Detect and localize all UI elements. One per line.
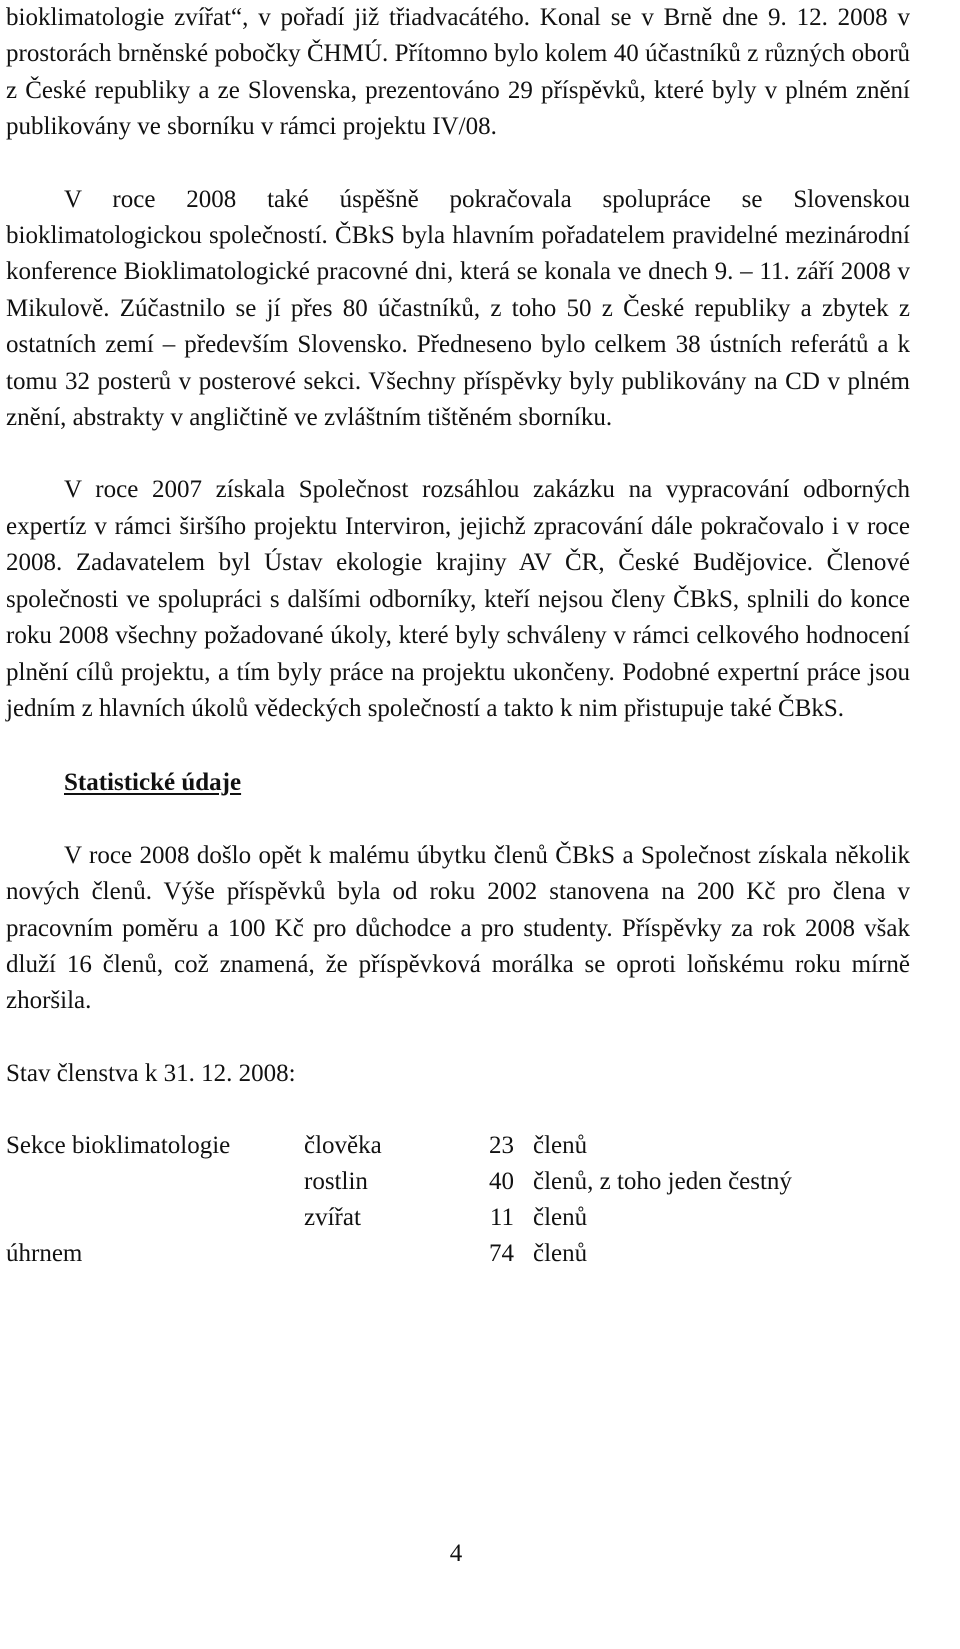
membership-subsection-label: rostlin (304, 1168, 368, 1196)
section-heading: Statistické údaje (64, 769, 242, 797)
paragraph-gap (6, 802, 910, 838)
paragraph-gap (6, 727, 910, 765)
paragraph-interviron-project: V roce 2007 získala Společnost rozsáhlou zakázku na vypracování odborných expertíz v rámci širšího projektu Interviron, jejichž zpracování dále pokračovalo i v roce 2008. Zadavatelem byl Ústav ekologie krajiny AV ČR, České Budějovice. Členové společnosti ve spolupráci s dalšími odborníky, kteří nejsou členy ČBkS, splnili do konce roku 2008 všechny požadované úkoly, které byly schváleny v rámci celkového hodnocení plnění cílů projektu, a tím byly práce na projektu ukončeny. Podobné expertní práce jsou jedním z hlavních úkolů vědeckých společností a takto k nim přistupuje také ČBkS. (6, 476, 910, 722)
membership-unit: členů (533, 1132, 588, 1160)
membership-row-animals (6, 1200, 910, 1236)
membership-count: 74 (489, 1240, 514, 1268)
membership-subsection-label: zvířat (304, 1204, 361, 1232)
membership-subsection-label: člověka (304, 1132, 382, 1160)
paragraph-conference-brno: bioklimatologie zvířat“, v pořadí již třiadvacátého. Konal se v Brně dne 9. 12. 2008 v prostorách brněnské pobočky ČHMÚ. Přítomno bylo kolem 40 účastníků z různých oborů z České republiky a ze Slovenska, prezentováno 29 příspěvků, které byly v plném znění publikovány ve sborníku v rámci projektu IV/08. (6, 4, 910, 141)
paragraph-slovak-cooperation: V roce 2008 také úspěšně pokračovala spolupráce se Slovenskou bioklimatologickou společností. ČBkS byla hlavním pořadatelem pravidelné mezinárodní konference Bioklimatologické pracovné dni, která se konala ve dnech 9. – 11. září 2008 v Mikulově. Zúčastnilo se jí přes 80 účastníků, z toho 50 z České republiky a zbytek z ostatních zemí – především Slovensko. Předneseno bylo celkem 38 ústních referátů a k tomu 32 posterů v posterové sekci. Všechny příspěvky byly publikovány na CD v plném znění, abstrakty v angličtině ve zvláštním tištěném sborníku. (6, 185, 910, 432)
document-page (6, 0, 910, 1276)
paragraph-gap (6, 436, 910, 472)
membership-count: 11 (489, 1204, 514, 1232)
membership-table (6, 1128, 910, 1276)
membership-count: 40 (489, 1168, 514, 1196)
membership-unit: členů, z toho jeden čestný (533, 1168, 792, 1196)
membership-section-label: Sekce bioklimatologie (6, 1132, 231, 1160)
paragraph-gap (6, 1092, 910, 1128)
membership-row-plants (6, 1164, 910, 1200)
membership-count: 23 (489, 1132, 514, 1160)
paragraph-statistics: V roce 2008 došlo opět k malému úbytku členů ČBkS a Společnost získala několik nových členů. Výše příspěvků byla od roku 2002 stanovena na 200 Kč pro člena v pracovním poměru a 100 Kč pro důchodce a pro studenty. Příspěvky za rok 2008 však dluží 16 členů, což znamená, že příspěvková morálka se oproti loňskému roku mírně zhoršila. (6, 841, 910, 1015)
paragraph-gap (6, 146, 910, 182)
page-number: 4 (449, 1540, 463, 1567)
membership-status-label: Stav členstva k 31. 12. 2008: (6, 1059, 296, 1087)
membership-unit: členů (533, 1204, 588, 1232)
membership-row-total (6, 1236, 910, 1272)
membership-section-label: úhrnem (6, 1240, 83, 1268)
membership-row-people (6, 1128, 910, 1164)
membership-unit: členů (533, 1240, 588, 1268)
paragraph-gap (6, 1020, 910, 1056)
